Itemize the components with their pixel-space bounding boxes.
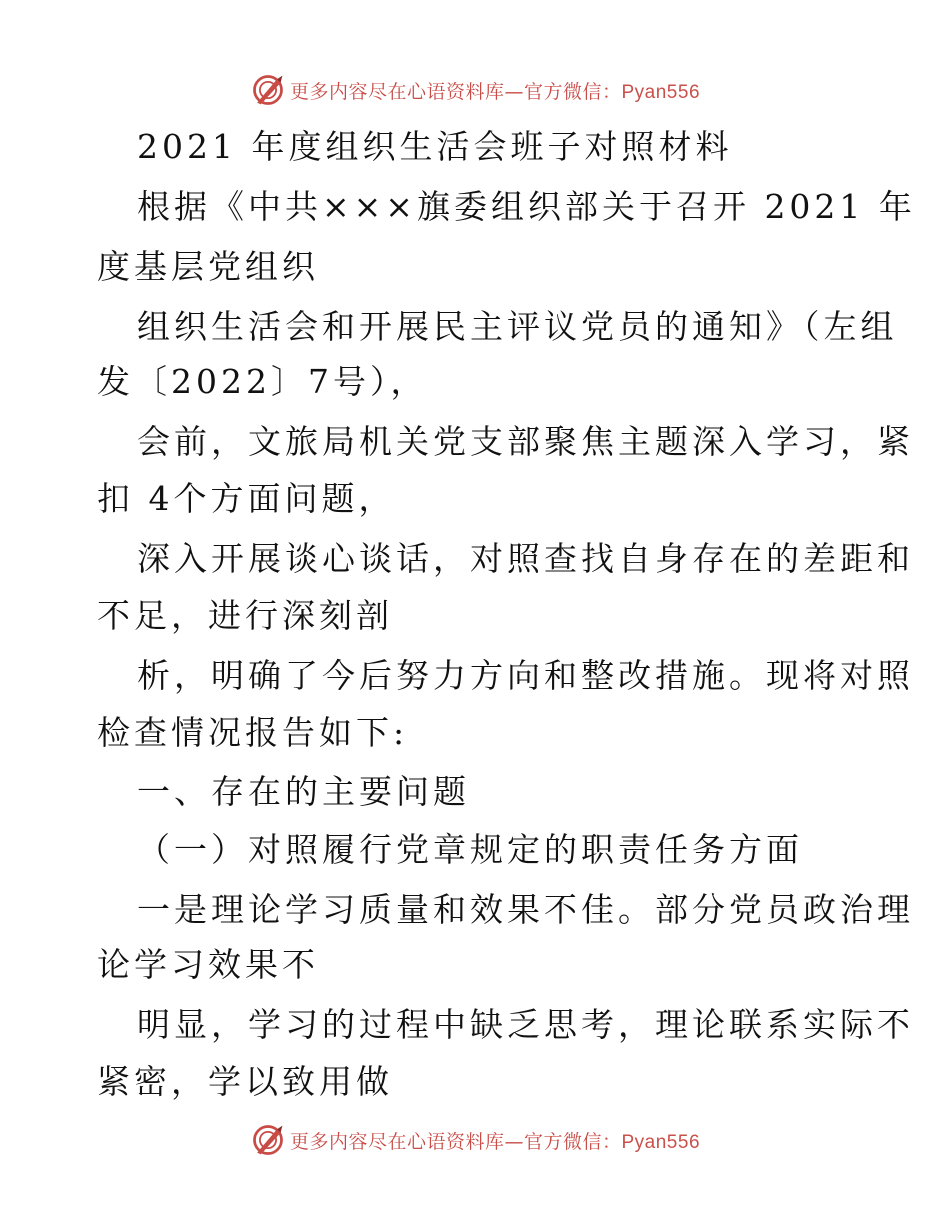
- section-heading: 一、存在的主要问题: [137, 772, 470, 811]
- watermark-dash: —: [504, 1130, 524, 1153]
- footer-watermark: [0, 1120, 950, 1160]
- document-title: 2021 年度组织生活会班子对照材料: [137, 127, 733, 166]
- paragraph-line: 深入开展谈心谈话，对照查找自身存在的差距和: [137, 539, 914, 578]
- paragraph-line: 组织生活会和开展民主评议党员的通知》（左组: [137, 307, 898, 346]
- paragraph-line: 一是理论学习质量和效果不佳。部分党员政治理: [137, 890, 914, 929]
- pen-logo-icon: [250, 1122, 286, 1158]
- subsection-heading: （一）对照履行党章规定的职责任务方面: [137, 830, 803, 869]
- paragraph-line: 扣 4个方面问题，: [97, 479, 396, 518]
- paragraph-line: 不足，进行深刻剖: [97, 596, 393, 635]
- watermark-dash: —: [504, 80, 524, 103]
- paragraph-line: 明显，学习的过程中缺乏思考，理论联系实际不: [137, 1005, 914, 1044]
- watermark-main-text: 更多内容尽在心语资料库: [289, 1130, 505, 1153]
- paragraph-line: 紧密，学以致用做: [97, 1062, 393, 1101]
- paragraph-line: 析，明确了今后努力方向和整改措施。现将对照: [137, 656, 914, 695]
- paragraph-line: 论学习效果不: [97, 945, 319, 984]
- paragraph-line: 检查情况报告如下:: [97, 713, 409, 752]
- watermark-wechat-label: 官方微信：: [523, 80, 622, 103]
- watermark-wechat-label: 官方微信：: [523, 1130, 622, 1153]
- paragraph-line: 根据《中共×××旗委组织部关于召开 2021 年: [137, 187, 916, 226]
- watermark-wechat-id: Pyan556: [621, 81, 701, 103]
- watermark-main-text: 更多内容尽在心语资料库: [289, 80, 505, 103]
- paragraph-line: 会前，文旅局机关党支部聚焦主题深入学习，紧: [137, 422, 914, 461]
- watermark-text: [290, 1127, 700, 1154]
- paragraph-line: 度基层党组织: [97, 247, 319, 286]
- watermark-wechat-id: Pyan556: [621, 1131, 701, 1153]
- paragraph-line: 发〔2022〕7号），: [97, 362, 428, 401]
